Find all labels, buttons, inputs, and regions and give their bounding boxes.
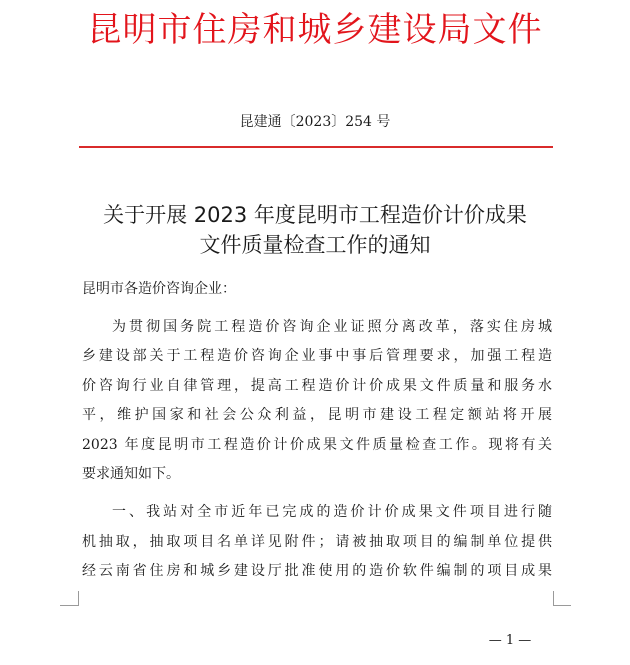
notice-title: [60, 200, 570, 260]
crop-mark-right-vertical: [553, 591, 554, 606]
body-line: 要求通知如下。: [82, 466, 180, 482]
page-number: — 1 —: [488, 633, 532, 648]
body-line: 价咨询行业自律管理，提高工程造价计价成果文件质量和服务水: [82, 378, 552, 394]
body-line: 机抽取，抽取项目名单详见附件；请被抽取项目的编制单位提供: [82, 534, 552, 550]
body-line: 乡建设部关于工程造价咨询企业事中事后管理要求，加强工程造: [82, 348, 552, 364]
salutation: 昆明市各造价咨询企业：: [82, 281, 236, 297]
crop-mark-left-horizontal: [60, 605, 78, 606]
document-header-title: 昆明市住房和城乡建设局文件: [87, 10, 543, 50]
body-line: 为贯彻国务院工程造价咨询企业证照分离改革，落实住房城: [112, 319, 552, 335]
crop-mark-right-horizontal: [553, 605, 571, 606]
body-line: 平，维护国家和社会公众利益，昆明市建设工程定额站将开展: [82, 407, 552, 423]
red-divider-rule: [79, 146, 553, 148]
document-number: 昆建通〔2023〕254 号: [239, 114, 391, 130]
body-line: 经云南省住房和城乡建设厅批准使用的造价软件编制的项目成果: [82, 563, 552, 579]
notice-title-line-1: 关于开展 2023 年度昆明市工程造价计价成果: [103, 203, 527, 227]
body-line: 2023 年度昆明市工程造价计价成果文件质量检查工作。现将有关: [82, 437, 552, 453]
body-line: 一、我站对全市近年已完成的造价计价成果文件项目进行随: [112, 504, 552, 520]
notice-title-line-2: 文件质量检查工作的通知: [199, 233, 431, 257]
crop-mark-left-vertical: [78, 591, 79, 606]
